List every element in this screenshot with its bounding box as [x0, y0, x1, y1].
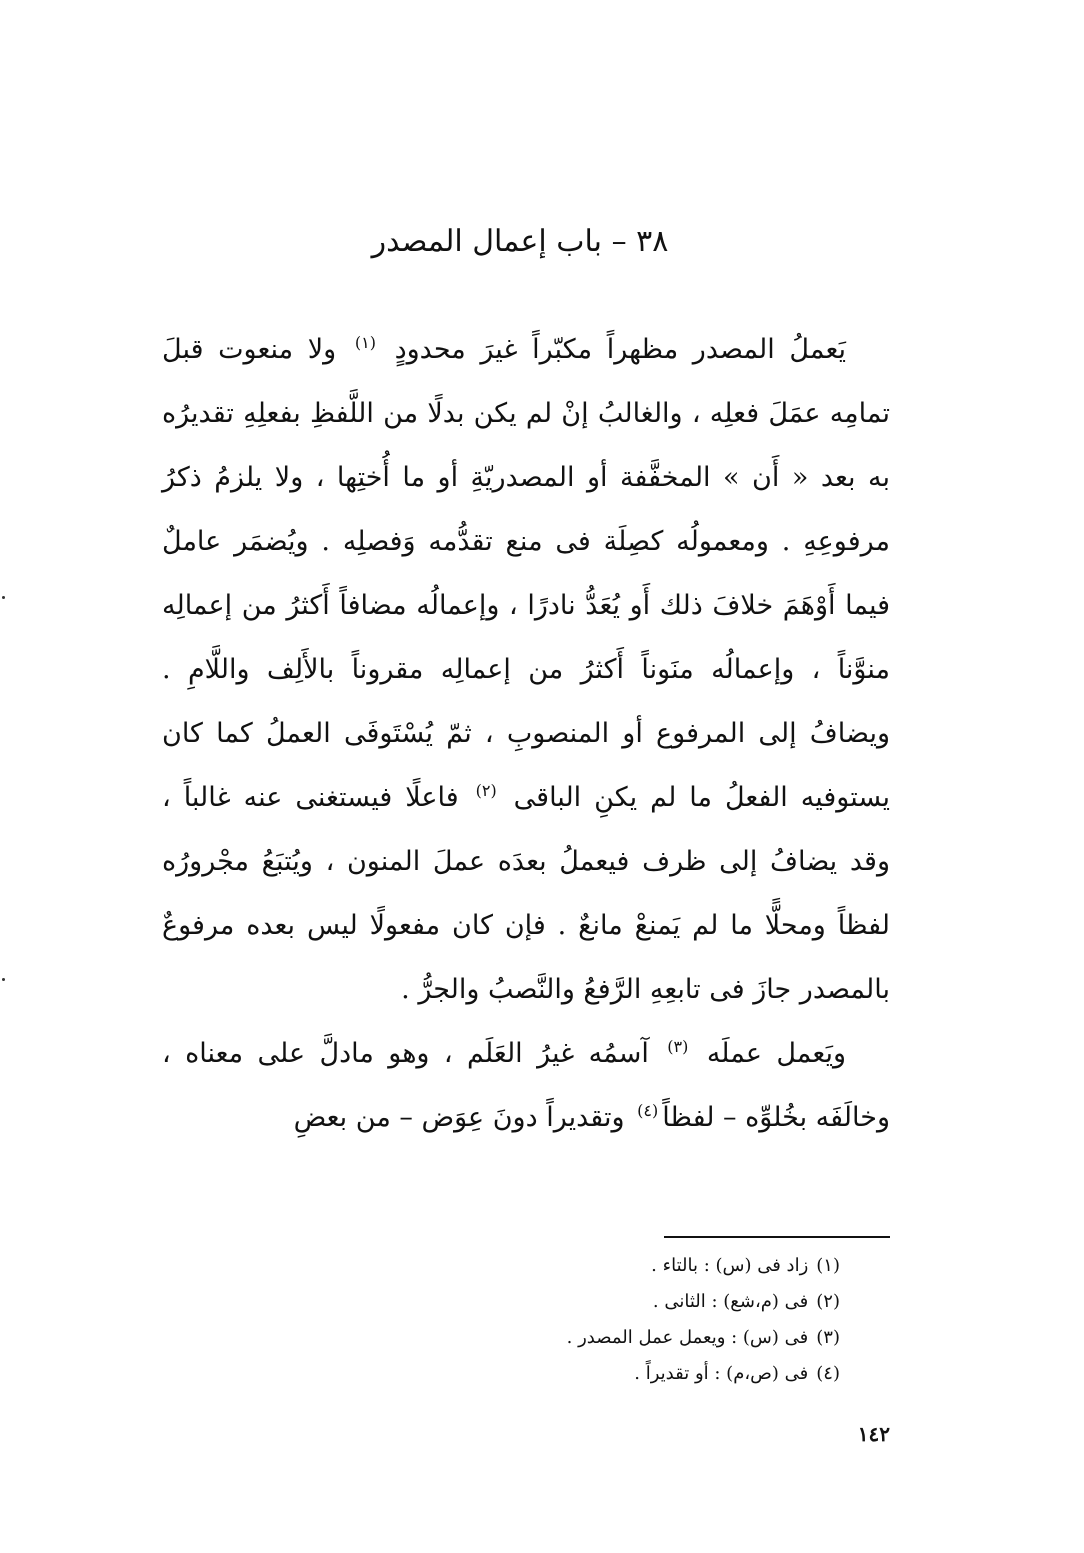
text-run: فاعلًا فيستغنى عنه غالباً ، وقد يضافُ إلى ظرف فيعملُ بعدَه عملَ المنون ، ويُتبَعُ مجْرورُه لفظاً ومحلًّا ما لم يَمنعْ مانعٌ . فإن كان مفعولًا ليس بعده مرفوعٌ بالمصدر جازَ فى تابعِهِ الرَّفعُ والنَّصبُ والجرُّ . — [162, 782, 890, 1005]
footnote-text: فى (ص،م) : أو تقديراً . — [634, 1363, 809, 1384]
footnote-text: فى (س) : ويعمل عمل المصدر . — [566, 1327, 809, 1348]
footnote-ref: (٢) — [475, 781, 497, 800]
footnote-text: زاد فى (س) : بالتاء . — [651, 1255, 809, 1276]
scan-speck — [2, 978, 5, 981]
footnote — [400, 1356, 840, 1392]
footnote-text: فى (م،شع) : الثانى . — [652, 1291, 809, 1312]
footnote-number: (٢) — [816, 1291, 840, 1312]
chapter-title: ٣٨ – باب إعمال المصدر — [371, 224, 669, 259]
footnote-ref: (١) — [354, 333, 376, 352]
text-run: وتقديراً دونَ عِوَض – من بعضِ — [293, 1102, 625, 1133]
text-run: آسمُه غيرُ العَلَم ، وهو مادلَّ على معناه ، وخالَفَه بخُلوِّه – لفظاً — [162, 1038, 890, 1133]
footnote-number: (٣) — [816, 1327, 840, 1348]
paragraph — [162, 318, 890, 1022]
footnote-ref: (٤) — [637, 1101, 659, 1120]
footnote — [400, 1320, 840, 1356]
text-run: ولا منعوت قبلَ تمامِه عمَلَ فعلِه ، والغالبُ إنْ لم يكن بدلًا من اللَّفظِ بفعلِهِ تقديرُه به بعد « أَن » المخفَّفة أو المصدريّةِ أو ما أُختِها ، ولا يلزمُ ذكرُ مرفوعِهِ . ومعمولُه كصِلَة فى منع تقدُّمه وَفصلِه . ويُضمَر عاملٌ فيما أَوْهَمَ خلافَ ذلك أَو يُعَدُّ نادرًا ، وإعمالُه مضافاً أَكثرُ من إعمالِه منوَّناً ، وإعمالُه منَوناً أَكثرُ من إعمالِه مقروناً بالأَلِف واللَّامِ . ويضافُ إلى المرفوع أو المنصوبِ ، ثمّ يُسْتَوفَى العملُ كما كان يستوفيه الفعلُ ما لم يكنِ الباقى — [162, 334, 890, 813]
footnote — [400, 1248, 840, 1284]
text-run: يَعملُ المصدر مظهراً مكبّراً غيرَ محدودٍ — [394, 334, 846, 365]
text-run: ويَعمل عملَه — [706, 1038, 846, 1069]
footnote-ref: (٣) — [667, 1037, 689, 1056]
footnote-number: (١) — [816, 1255, 840, 1276]
footnote-number: (٤) — [816, 1363, 840, 1384]
footnote — [400, 1284, 840, 1320]
paragraph — [162, 1022, 890, 1150]
scan-speck — [2, 596, 5, 599]
footnote-divider — [664, 1236, 890, 1238]
page-number: ١٤٢ — [857, 1422, 890, 1446]
main-text — [162, 318, 890, 1150]
footnotes-list — [400, 1248, 840, 1392]
